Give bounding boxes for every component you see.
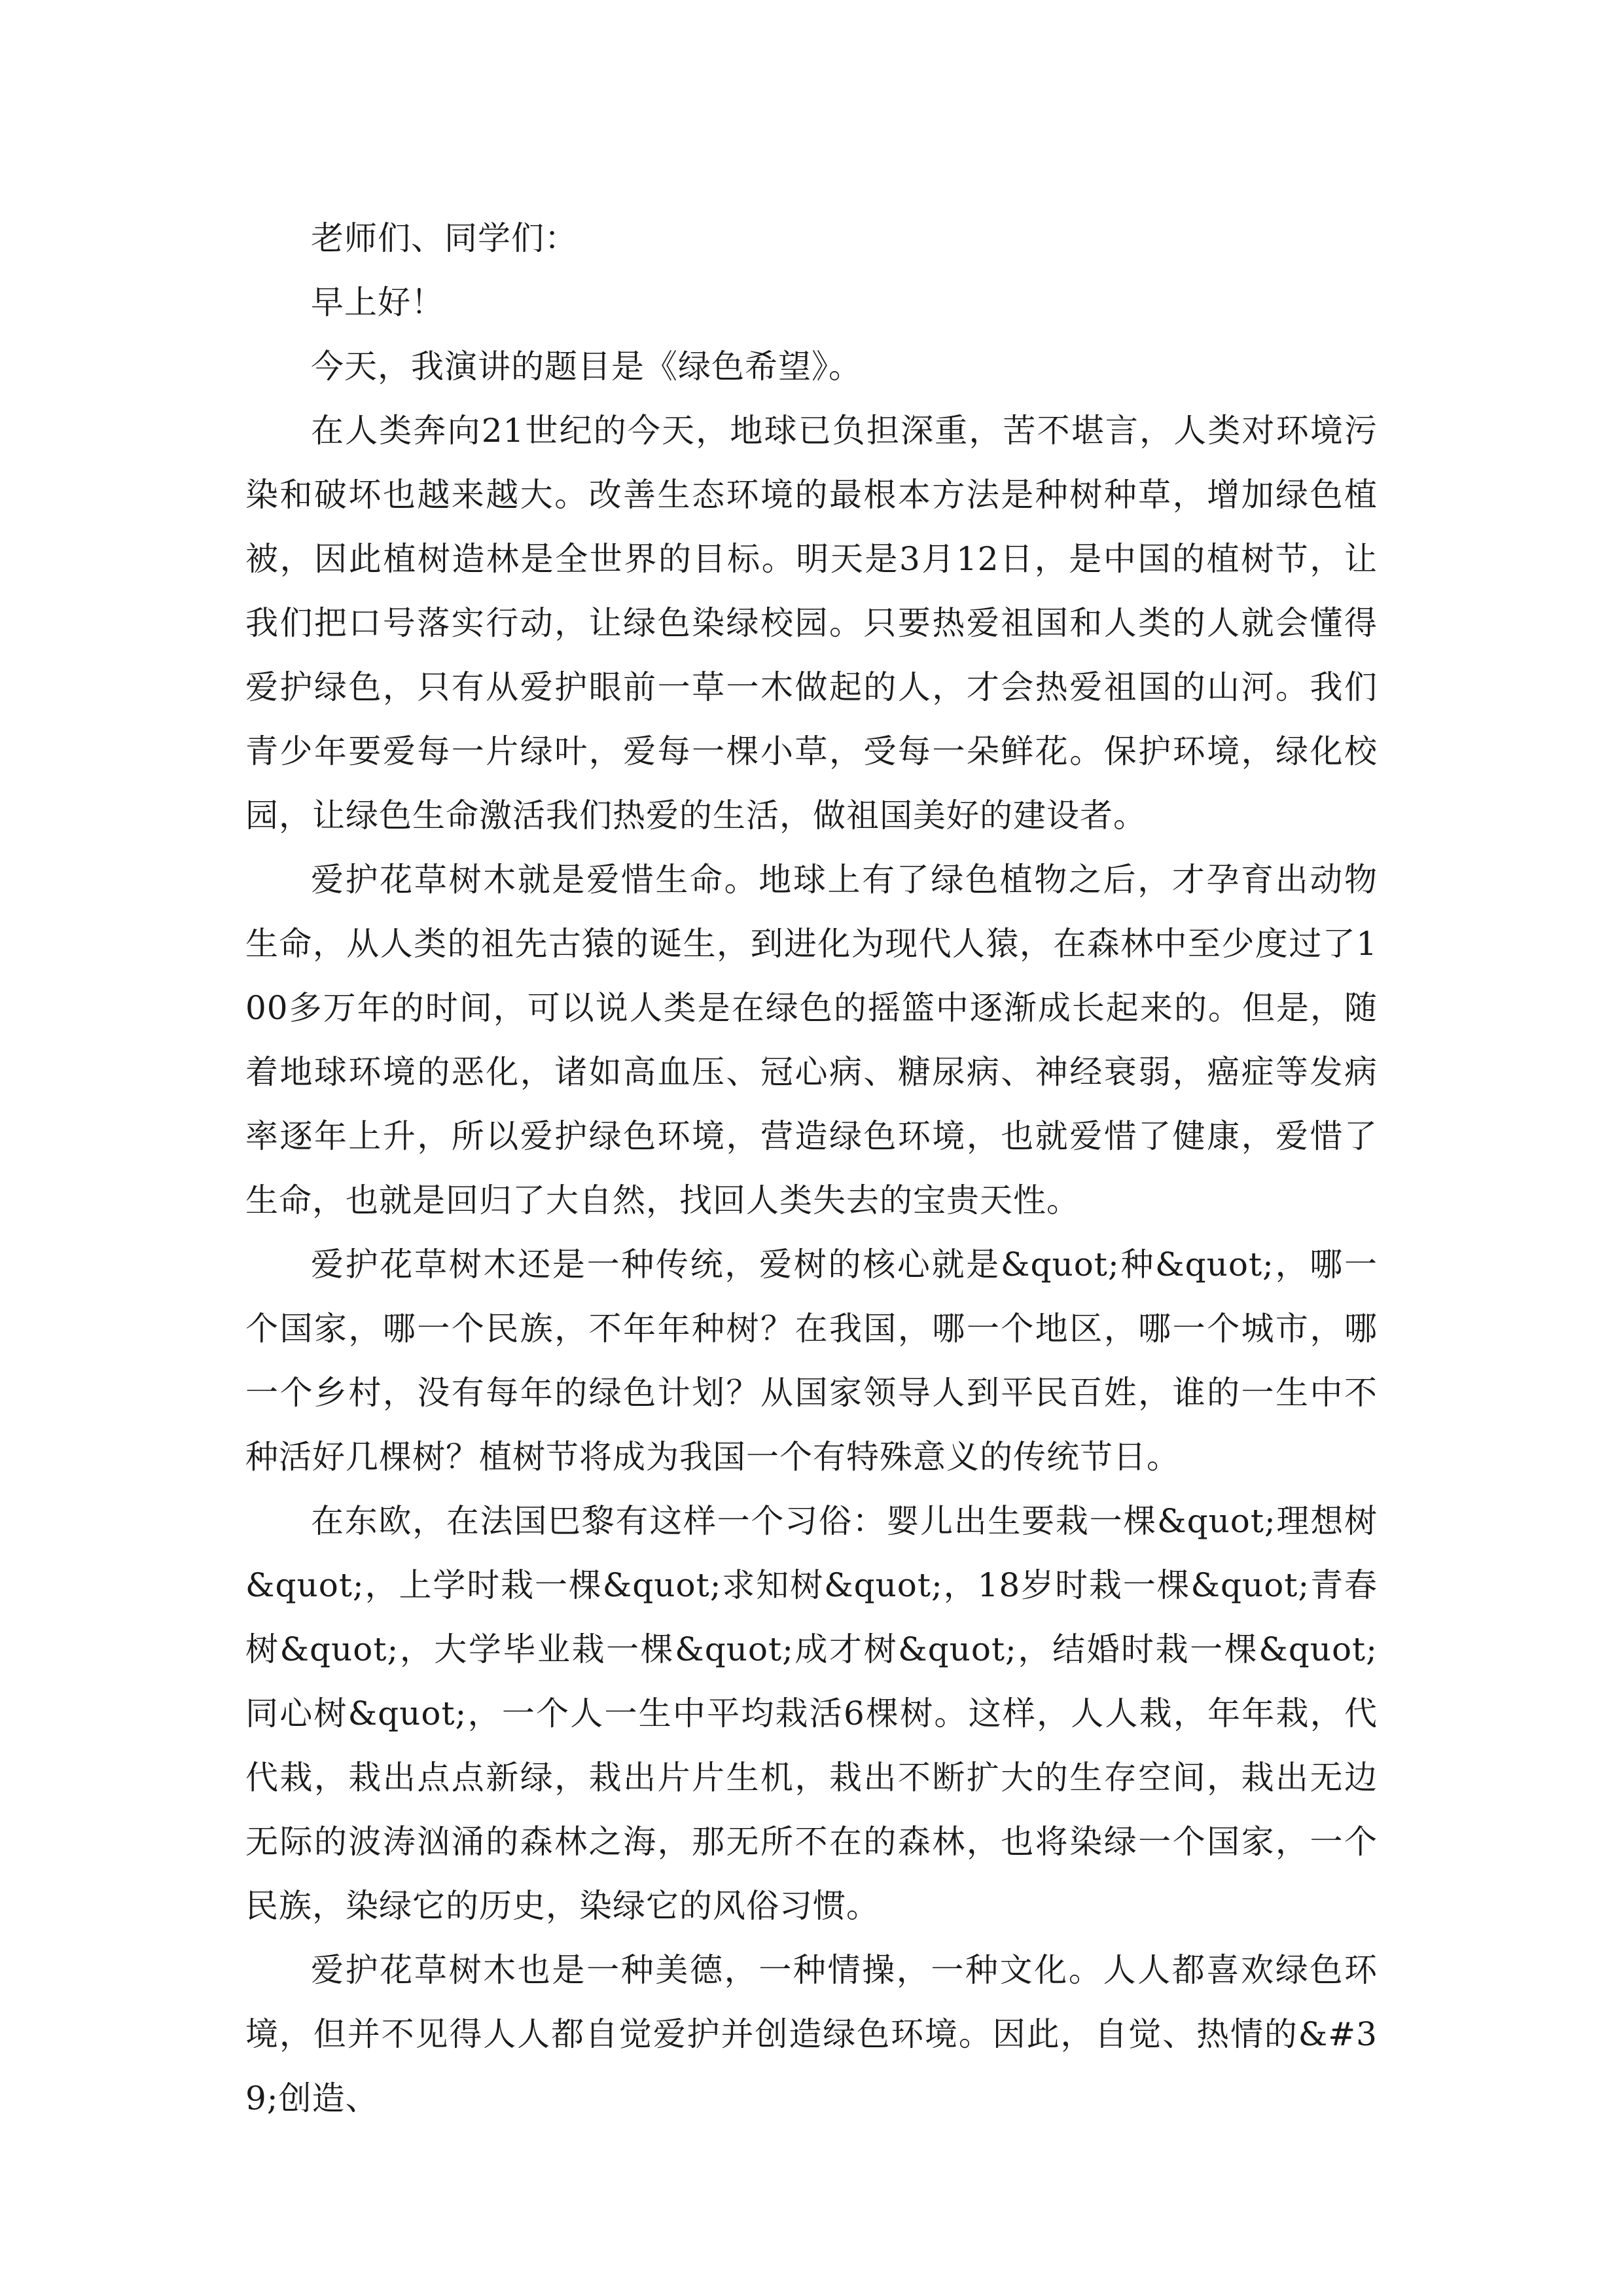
speech-title-line: 今天，我演讲的题目是《绿色希望》。 — [311, 348, 862, 386]
salutation: 老师们、同学们： — [311, 219, 578, 257]
paragraph: 在东欧，在法国巴黎有这样一个习俗：婴儿出生要栽一棵&quot;理想树&quot;，上学时栽一棵&quot;求知树&quot;，18岁时栽一棵&quot;青春树&quot;，大学毕业栽一棵&quot;成才树&quot;，结婚时栽一棵&quot;同心树&quot;，一个人一生中平均栽活6棵树。这样，人人栽，年年栽，代代栽，栽出点点新绿，栽出片片生机，栽出不断扩大的生存空间，栽出无边无际的波涛汹涌的森林之海，那无所不在的森林，也将染绿一个国家，一个民族，染绿它的历史，染绿它的风俗习惯。 — [245, 1502, 1378, 1925]
paragraph: 爱护花草树木也是一种美德，一种情操，一种文化。人人都喜欢绿色环境，但并不见得人人都自觉爱护并创造绿色环境。因此，自觉、热情的&#39;创造、 — [245, 1951, 1378, 2117]
paragraph: 在人类奔向21世纪的今天，地球已负担深重，苦不堪言，人类对环境污染和破坏也越来越大。改善生态环境的最根本方法是种树种草，增加绿色植被，因此植树造林是全世界的目标。明天是3月12日，是中国的植树节，让我们把口号落实行动，让绿色染绿校园。只要热爱祖国和人类的人就会懂得爱护绿色，只有从爱护眼前一草一木做起的人，才会热爱祖国的山河。我们青少年要爱每一片绿叶，爱每一棵小草，受每一朵鲜花。保护环境，绿化校园，让绿色生命激活我们热爱的生活，做祖国美好的建设者。 — [245, 412, 1378, 834]
paragraph: 爱护花草树木就是爱惜生命。地球上有了绿色植物之后，才孕育出动物生命，从人类的祖先古猿的诞生，到进化为现代人猿，在森林中至少度过了100多万年的时间，可以说人类是在绿色的摇篮中逐渐成长起来的。但是，随着地球环境的恶化，诸如高血压、冠心病、糖尿病、神经衰弱，癌症等发病率逐年上升，所以爱护绿色环境，营造绿色环境，也就爱惜了健康，爱惜了生命，也就是回归了大自然，找回人类失去的宝贵天性。 — [245, 861, 1378, 1219]
paragraph: 爱护花草树木还是一种传统，爱树的核心就是&quot;种&quot;，哪一个国家，哪一个民族，不年年种树？在我国，哪一个地区，哪一个城市，哪一个乡村，没有每年的绿色计划？从国家领导人到平民百姓，谁的一生中不种活好几棵树？植树节将成为我国一个有特殊意义的传统节日。 — [245, 1246, 1378, 1476]
greeting: 早上好！ — [311, 283, 444, 321]
document-body — [245, 206, 1378, 2130]
